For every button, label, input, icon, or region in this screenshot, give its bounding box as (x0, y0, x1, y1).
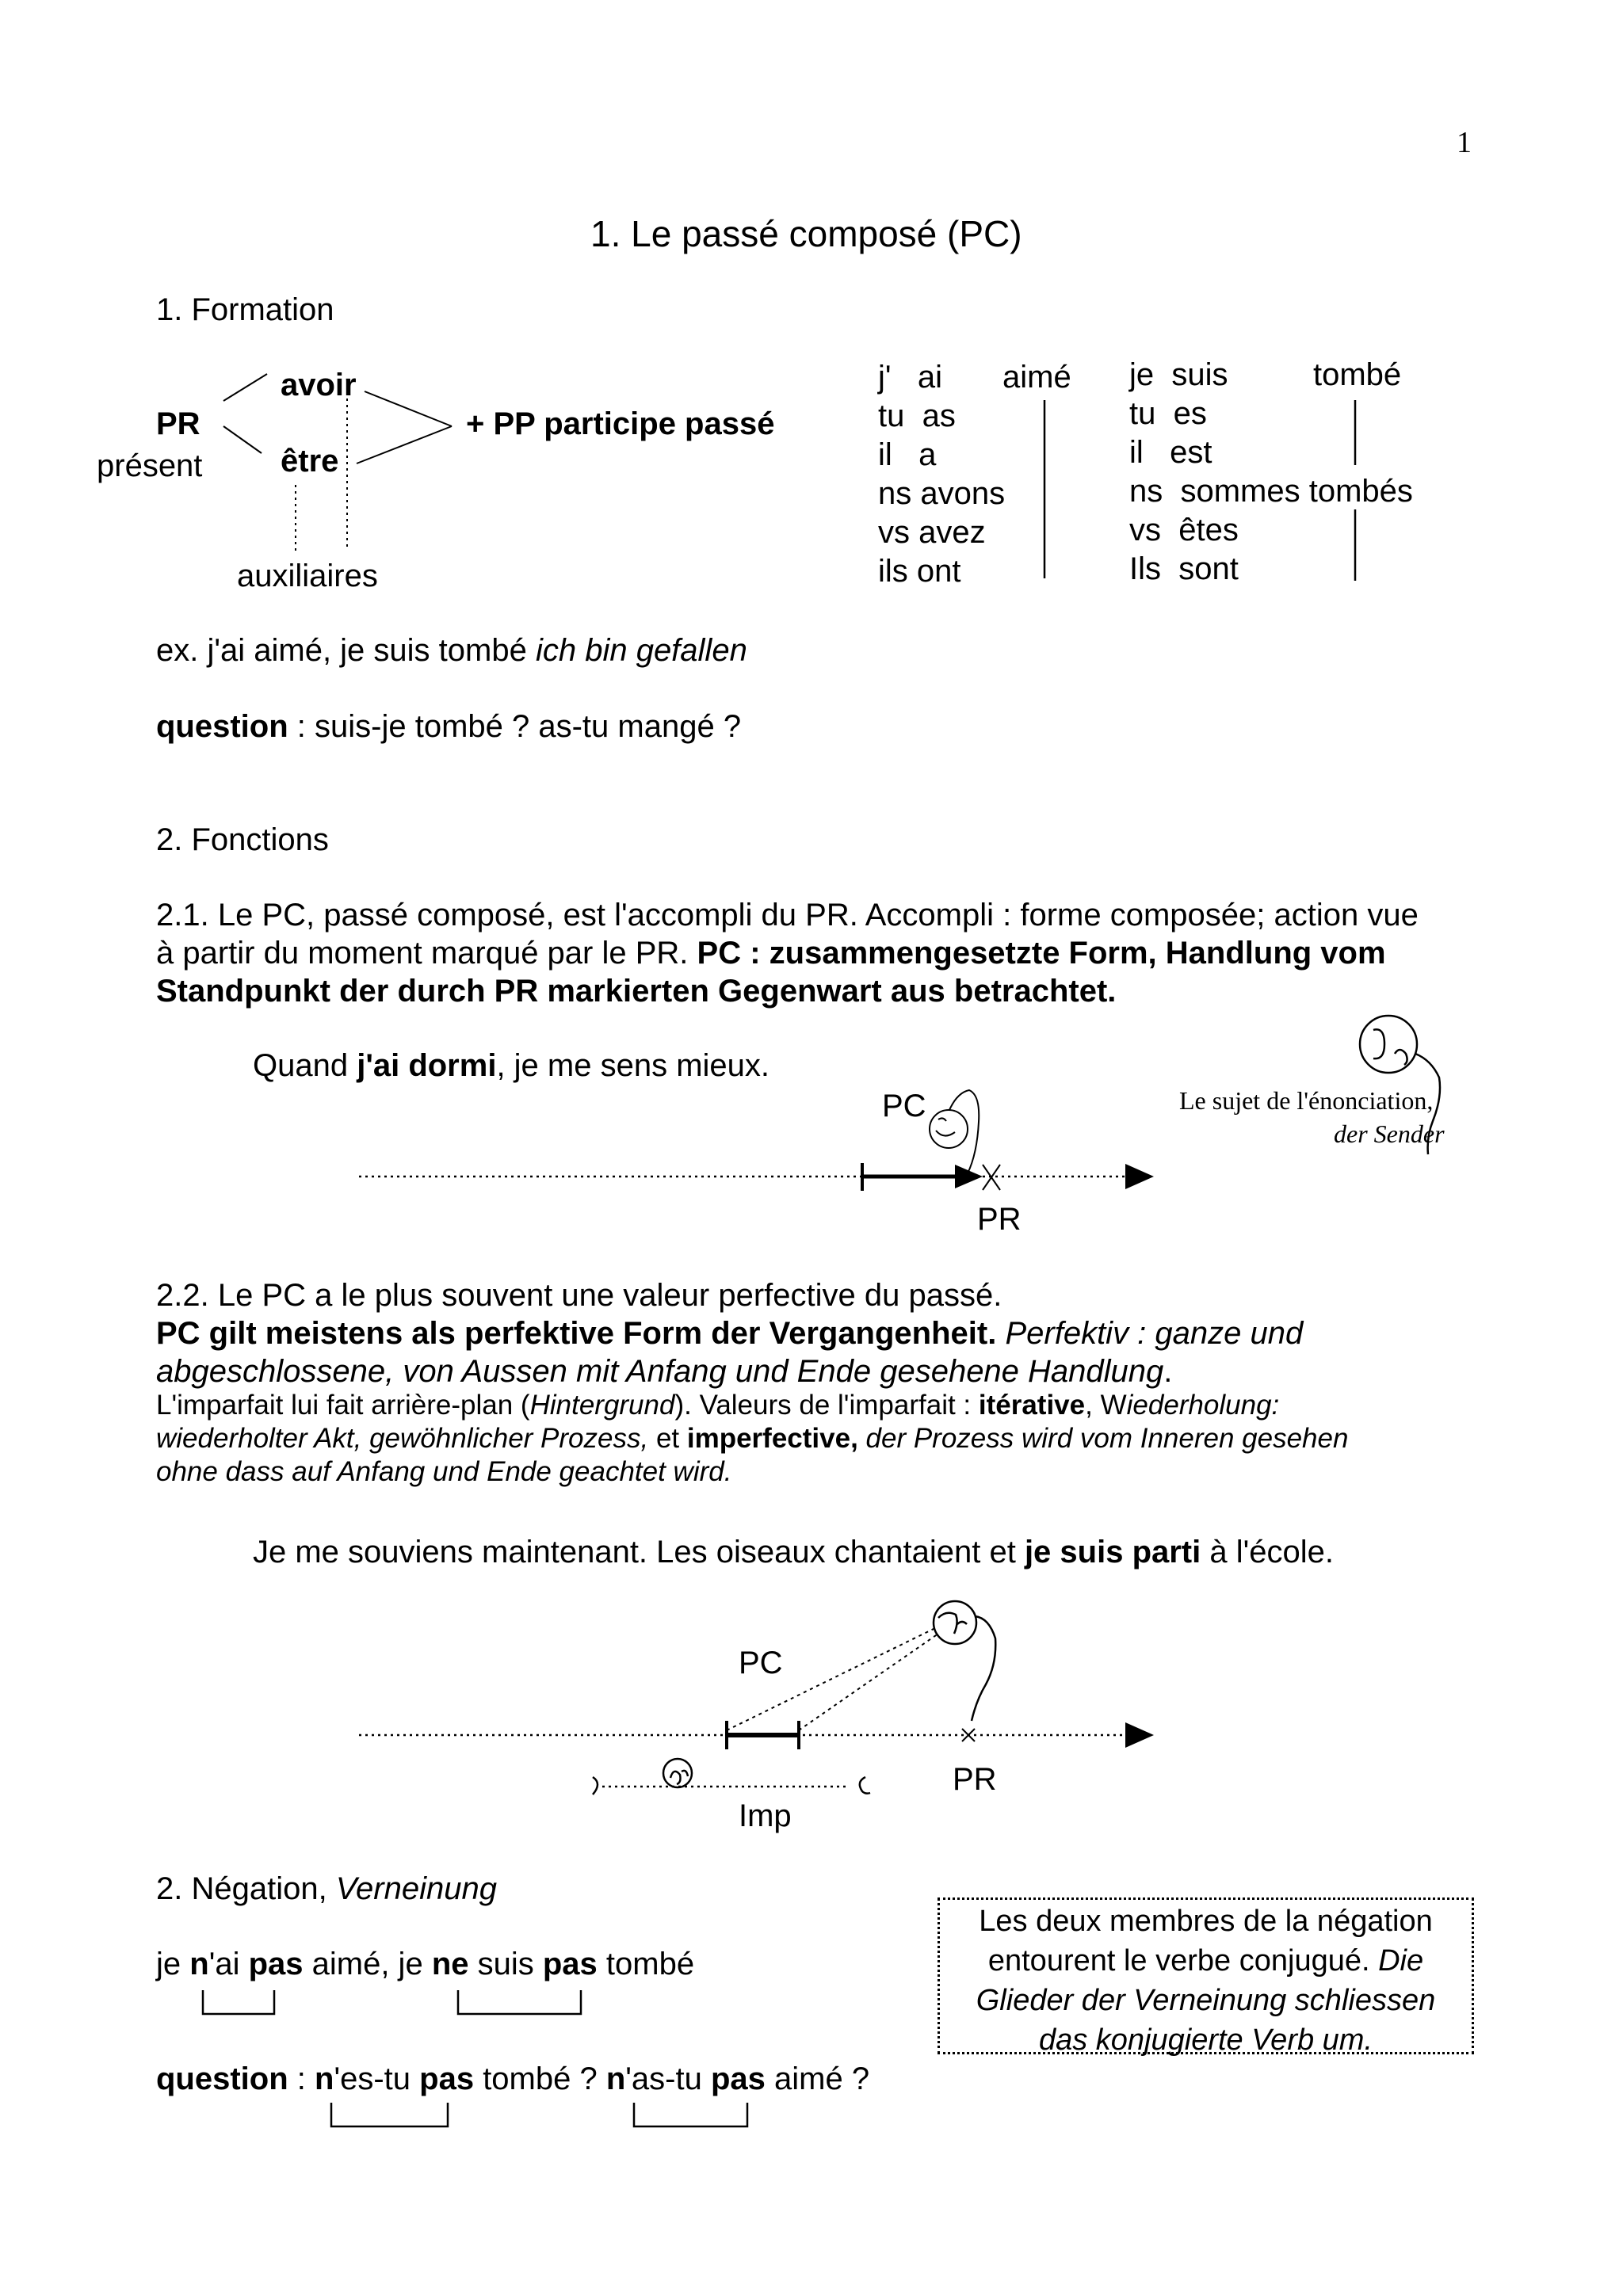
neg-bold: pas (710, 2061, 766, 2096)
neg-bold: n (605, 2061, 626, 2096)
ex1-before: Quand (253, 1048, 357, 1083)
p21-line3: Standpunkt der durch PR markierten Gegenwart aus betrachtet. (156, 974, 1117, 1009)
conj-avoir-row: ns avons (878, 476, 1006, 511)
ex2-bold: je suis parti (1024, 1535, 1201, 1569)
neg-bold: pas (542, 1947, 598, 1981)
conj-etre-row: tu es (1129, 396, 1207, 431)
p22-line1: 2.2. Le PC a le plus souvent une valeur perfective du passé. (156, 1278, 1002, 1313)
diagram2-label-imp: Imp (739, 1798, 792, 1833)
imp-line3: ohne dass auf Anfang und Ende geachtet wird. (156, 1456, 732, 1487)
conj-etre-row: Ils sont (1129, 551, 1239, 586)
neg-text: aimé, je (303, 1947, 432, 1981)
label-tombe: tombé (1313, 357, 1402, 392)
negation-note-box (938, 1897, 1474, 2057)
imp-text-bold: itérative (978, 1390, 1086, 1421)
p21-line2-bold: PC : zusammengesetzte Form, Handlung vom (697, 936, 1386, 971)
conj-avoir-row: il a (878, 437, 937, 472)
imp-text-italic: wiederholter Akt, gewöhnlicher Prozess, (156, 1423, 649, 1454)
neg-bold: pas (248, 1947, 304, 1981)
note-text: entourent le verbe conjugué. (987, 1944, 1379, 1978)
neg-text: 'es-tu (334, 2061, 420, 2096)
ex2-before: Je me souviens maintenant. Les oiseaux chantaient et (253, 1535, 1025, 1569)
bracket-nai-pas (203, 1990, 274, 2014)
neg-bold: n (315, 2061, 334, 2096)
label-auxiliaires: auxiliaires (237, 559, 378, 593)
neg-text: je (156, 1947, 190, 1981)
imp-text-italic: iederholung: (1126, 1390, 1280, 1421)
neg-text: 'ai (208, 1947, 249, 1981)
neg-text: : (288, 2061, 315, 2096)
neg-bold: pas (419, 2061, 475, 2096)
p22-line3-italic: abgeschlossene, von Aussen mit Anfang und Ende gesehene Handlung (156, 1354, 1164, 1389)
imp-text: , W (1085, 1390, 1127, 1421)
conj-etre-row: je suis (1129, 357, 1228, 392)
imp-text: L'imparfait lui fait arrière-plan ( (156, 1390, 530, 1421)
ex2-after: à l'école. (1201, 1535, 1334, 1569)
example-german: ich bin gefallen (535, 633, 747, 668)
label-pr: PR (156, 406, 200, 441)
note-line3: Glieder der Verneinung schliessen (976, 1984, 1436, 2017)
bracket-nas-tu-pas (634, 2103, 747, 2126)
conj-avoir-row: tu as (878, 399, 956, 433)
conj-etre-row: vs êtes (1129, 513, 1239, 547)
p22-line2-bold: PC gilt meistens als perfektive Form der Vergangenheit. (156, 1316, 997, 1351)
note-line1: Les deux membres de la négation (979, 1905, 1433, 1938)
neg-question-label: question (156, 2061, 288, 2096)
ex1-after: , je me sens mieux. (496, 1048, 770, 1083)
imp-text: et (648, 1423, 687, 1454)
note-text-italic: Die (1378, 1944, 1424, 1978)
diagram1-label-pc: PC (882, 1089, 926, 1123)
label-etre: être (281, 444, 339, 479)
diagram1-caption-sender: der Sender (1334, 1119, 1445, 1148)
imp-text-italic: Hintergrund (529, 1390, 675, 1421)
label-participe-passe: + PP participe passé (466, 406, 775, 441)
imp-text: ). Valeurs de l'imparfait : (674, 1390, 979, 1421)
label-avoir: avoir (281, 368, 357, 402)
negation-heading-german: Verneinung (335, 1871, 497, 1906)
bracket-nes-tu-pas (331, 2103, 448, 2126)
diagram2-label-pc: PC (739, 1646, 783, 1680)
page-number: 1 (1457, 126, 1472, 159)
imp-text-bold: imperfective, (686, 1423, 858, 1454)
diagram1-label-pr: PR (977, 1202, 1022, 1237)
p21-line2-text: à partir du moment marqué par le PR. (156, 936, 697, 971)
question-label: question (156, 709, 288, 744)
neg-bold: n (189, 1947, 209, 1981)
page-title: 1. Le passé composé (PC) (590, 213, 1022, 254)
label-present: présent (97, 448, 203, 483)
p21-line1: 2.1. Le PC, passé composé, est l'accompli du PR. Accompli : forme composée; action vue (156, 898, 1419, 933)
imp-text-italic: der Prozess wird vom Inneren gesehen (857, 1423, 1349, 1454)
conj-etre-row: il est (1129, 435, 1212, 470)
neg-text: suis (468, 1947, 543, 1981)
note-line4: das konjugierte Verb um. (1038, 2023, 1373, 2057)
neg-text: 'as-tu (625, 2061, 711, 2096)
p22-line3-end: . (1163, 1354, 1173, 1389)
bracket-ne-suis-pas (458, 1990, 581, 2014)
section-heading-fonctions: 2. Fonctions (156, 822, 329, 857)
conj-avoir-row: vs avez (878, 515, 986, 550)
diagram2-label-pr: PR (953, 1762, 997, 1797)
section-heading-formation: 1. Formation (156, 292, 334, 327)
diagram1-caption-sujet: Le sujet de l'énonciation, (1179, 1086, 1434, 1115)
note-line2 (940, 1941, 1472, 1981)
neg-text: tombé (597, 1947, 695, 1981)
neg-text: tombé ? (474, 2061, 606, 2096)
conj-avoir-row: j' ai (878, 360, 942, 395)
ex1-bold: j'ai dormi (357, 1048, 497, 1083)
neg-bold: ne (431, 1947, 469, 1981)
p22-line2-italic: Perfektiv : ganze und (996, 1316, 1304, 1351)
question-text: : suis-je tombé ? as-tu mangé ? (288, 709, 742, 744)
conj-etre-row: ns sommes tombés (1129, 474, 1413, 509)
conj-avoir-row: ils ont (878, 554, 961, 589)
example-text: ex. j'ai aimé, je suis tombé (156, 633, 536, 668)
neg-text: aimé ? (765, 2061, 870, 2096)
label-aime: aimé (1002, 360, 1071, 395)
negation-heading-text: 2. Négation, (156, 1871, 336, 1906)
